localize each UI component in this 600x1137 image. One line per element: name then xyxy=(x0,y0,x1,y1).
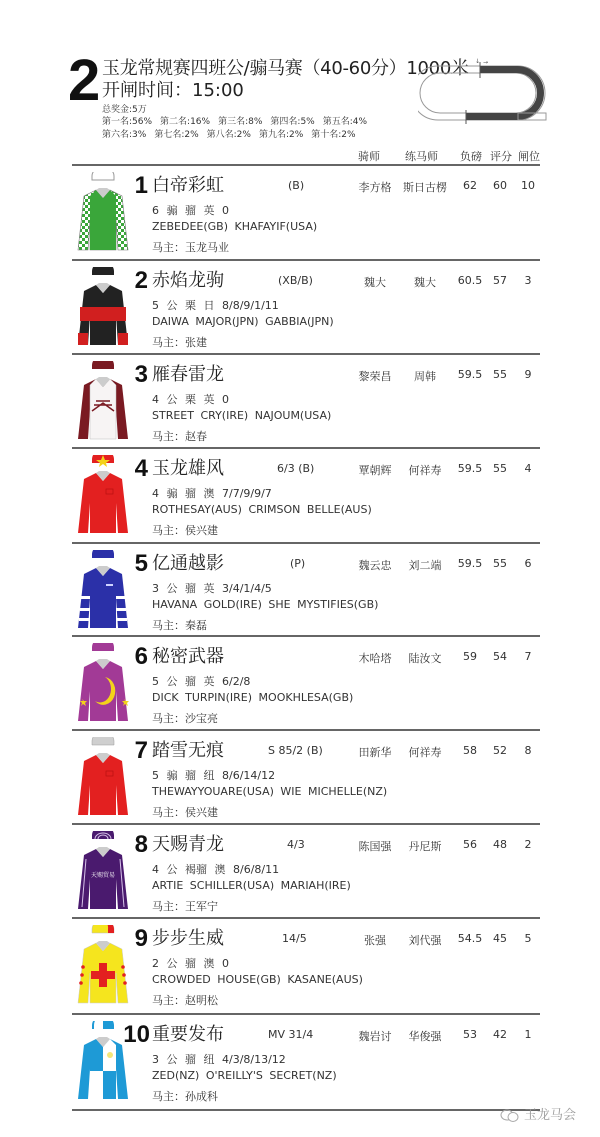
prize-distribution-row-2 xyxy=(102,129,364,141)
weight: 56 xyxy=(463,838,477,851)
dam: KASANE(AUS) xyxy=(287,973,363,986)
weight: 59 xyxy=(463,650,477,663)
owner: 马主：玉龙马业 xyxy=(152,241,229,254)
weight: 59.5 xyxy=(457,368,483,381)
rating: 60 xyxy=(493,179,507,192)
rating: 55 xyxy=(493,557,507,570)
svg-text:↓: ↓ xyxy=(475,58,481,65)
owner: 马主：张建 xyxy=(152,336,207,349)
entry-row[interactable] xyxy=(0,166,600,261)
horse-name[interactable]: 重要发布 xyxy=(152,1024,224,1045)
race-number: 2 xyxy=(68,48,101,113)
horse-number: 3 xyxy=(134,361,148,388)
weight: 59.5 xyxy=(457,462,483,475)
horse-info: 5 公 骝 英 6/2/8 xyxy=(152,675,251,688)
trainer[interactable]: 何祥寿 xyxy=(408,464,442,477)
column-headers xyxy=(0,148,600,164)
watermark xyxy=(500,1104,576,1123)
owner: 马主：赵春 xyxy=(152,430,207,443)
weight: 58 xyxy=(463,744,477,757)
entry-row[interactable] xyxy=(0,919,600,1014)
owner: 马主：王军宁 xyxy=(152,900,218,913)
pedigree xyxy=(152,598,378,611)
horse-name[interactable]: 玉龙雄风 xyxy=(152,458,224,479)
svg-text:天赐贸易: 天赐贸易 xyxy=(90,872,116,879)
gear: (P) xyxy=(290,557,306,570)
col-rating: 评分 xyxy=(490,150,512,163)
entry-row[interactable] xyxy=(0,355,600,450)
dam: WIE MICHELLE(NZ) xyxy=(280,785,388,798)
dam: GABBIA(JPN) xyxy=(265,315,334,328)
horse-info: 4 公 栗 英 0 xyxy=(152,393,229,406)
pedigree xyxy=(152,220,317,233)
trainer[interactable]: 华俊强 xyxy=(408,1030,442,1043)
prize-5: 第五名:4% xyxy=(322,117,368,127)
sire: HAVANA GOLD(IRE) xyxy=(152,598,262,611)
race-header xyxy=(0,0,600,170)
prize-7: 第七名:2% xyxy=(154,130,199,140)
entry-row[interactable] xyxy=(0,449,600,544)
jockey[interactable]: 陈国强 xyxy=(358,840,392,853)
jockey[interactable]: 覃朝辉 xyxy=(358,464,392,477)
entry-row[interactable] xyxy=(0,1015,600,1110)
wechat-icon xyxy=(500,1109,520,1123)
trainer[interactable]: 刘二端 xyxy=(408,559,442,572)
horse-name[interactable]: 赤焰龙驹 xyxy=(152,270,224,291)
draw: 2 xyxy=(524,838,532,851)
horse-info: 4 公 褐骝 澳 8/6/8/11 xyxy=(152,863,280,876)
racetrack-diagram-icon xyxy=(418,58,550,128)
gear: MV 31/4 xyxy=(268,1028,314,1041)
dam: SHE MYSTIFIES(GB) xyxy=(268,598,379,611)
gear: 14/5 xyxy=(282,932,307,945)
horse-number: 10 xyxy=(123,1021,150,1048)
jockey[interactable]: 张强 xyxy=(364,934,386,947)
weight: 60.5 xyxy=(457,274,483,287)
watermark-text: 玉龙马会 xyxy=(524,1108,577,1123)
horse-name[interactable]: 踏雪无痕 xyxy=(152,740,224,761)
rating: 55 xyxy=(493,462,507,475)
draw: 3 xyxy=(524,274,532,287)
prize-10: 第十名:2% xyxy=(311,130,356,140)
draw: 1 xyxy=(524,1028,532,1041)
gear: 4/3 xyxy=(287,838,305,851)
horse-info: 4 骟 骝 澳 7/7/9/9/7 xyxy=(152,487,272,500)
jockey[interactable]: 田新华 xyxy=(358,746,392,759)
trainer[interactable]: 刘代强 xyxy=(408,934,442,947)
prize-4: 第四名:5% xyxy=(270,117,315,127)
horse-info: 3 公 骝 纽 4/3/8/13/12 xyxy=(152,1053,286,1066)
sire: THEWAYYOUARE(USA) xyxy=(152,785,274,798)
jockey[interactable]: 魏大 xyxy=(364,276,386,289)
weight: 62 xyxy=(463,179,477,192)
horse-name[interactable]: 步步生威 xyxy=(152,928,224,949)
rating: 54 xyxy=(493,650,507,663)
rating: 42 xyxy=(493,1028,507,1041)
prize-distribution-row-1 xyxy=(102,116,375,128)
horse-name[interactable]: 天赐青龙 xyxy=(152,834,224,855)
draw: 5 xyxy=(524,932,532,945)
horse-info: 6 骟 骝 英 0 xyxy=(152,204,229,217)
pedigree xyxy=(152,973,363,986)
prize-1: 第一名:56% xyxy=(102,117,153,127)
col-trainer: 练马师 xyxy=(405,150,438,163)
entry-row[interactable] xyxy=(0,544,600,639)
horse-number: 1 xyxy=(134,172,148,199)
col-draw: 闸位 xyxy=(518,150,540,163)
weight: 53 xyxy=(463,1028,477,1041)
trainer[interactable]: 丹尼斯 xyxy=(408,840,442,853)
dam: MOOKHLESA(GB) xyxy=(258,691,354,704)
rating: 52 xyxy=(493,744,507,757)
pedigree xyxy=(152,503,372,516)
sire: ZEBEDEE(GB) xyxy=(152,220,229,233)
prize-3: 第三名:8% xyxy=(218,117,263,127)
horse-name[interactable]: 亿通越影 xyxy=(152,553,224,574)
sire: DICK TURPIN(IRE) xyxy=(152,691,253,704)
draw: 7 xyxy=(524,650,532,663)
svg-text:→: → xyxy=(483,59,489,66)
rating: 57 xyxy=(493,274,507,287)
horse-info: 3 公 骝 英 3/4/1/4/5 xyxy=(152,582,272,595)
owner: 马主：侯兴建 xyxy=(152,524,218,537)
horse-number: 2 xyxy=(134,267,148,294)
horse-name[interactable]: 白帝彩虹 xyxy=(152,175,224,196)
jockey[interactable]: 木哈塔 xyxy=(358,652,392,665)
draw: 6 xyxy=(524,557,532,570)
pedigree xyxy=(152,785,387,798)
entry-row[interactable] xyxy=(0,261,600,356)
dam: KHAFAYIF(USA) xyxy=(234,220,318,233)
sire: CROWDED HOUSE(GB) xyxy=(152,973,281,986)
horse-number: 9 xyxy=(134,925,148,952)
race-title: 玉龙常规赛四班公/骟马赛（40-60分）1000米 xyxy=(102,58,469,79)
rating: 48 xyxy=(493,838,507,851)
horse-number: 6 xyxy=(134,643,148,670)
owner: 马主：孙成科 xyxy=(152,1090,218,1103)
draw: 8 xyxy=(524,744,532,757)
draw: 9 xyxy=(524,368,532,381)
horse-number: 5 xyxy=(134,550,148,577)
trainer[interactable]: 斯日古楞 xyxy=(403,181,447,194)
trainer[interactable]: 何祥寿 xyxy=(408,746,442,759)
sire: ROTHESAY(AUS) xyxy=(152,503,242,516)
pedigree xyxy=(152,409,331,422)
horse-name[interactable]: 秘密武器 xyxy=(152,646,224,667)
dam: MARIAH(IRE) xyxy=(280,879,351,892)
total-purse: 总奖金:5万 xyxy=(102,105,147,115)
sire: ZED(NZ) xyxy=(152,1069,200,1082)
sire: ARTIE SCHILLER(USA) xyxy=(152,879,275,892)
col-jockey: 骑师 xyxy=(358,150,380,163)
trainer[interactable]: 魏大 xyxy=(414,276,436,289)
prize-2: 第二名:16% xyxy=(160,117,211,127)
jockey[interactable]: 李方格 xyxy=(358,181,392,194)
gear: 6/3 (B) xyxy=(277,462,315,475)
jockey[interactable]: 魏云忠 xyxy=(358,559,392,572)
horse-number: 7 xyxy=(134,737,148,764)
weight: 59.5 xyxy=(457,557,483,570)
gear: (B) xyxy=(288,179,305,192)
rating: 45 xyxy=(493,932,507,945)
entry-row[interactable] xyxy=(0,731,600,826)
pedigree xyxy=(152,1069,337,1082)
horse-number: 8 xyxy=(134,831,148,858)
race-start-time: 开闸时间：15:00 xyxy=(102,80,244,101)
pedigree xyxy=(152,315,334,328)
draw: 10 xyxy=(521,179,535,192)
sire: DAIWA MAJOR(JPN) xyxy=(152,315,259,328)
horse-info: 2 公 骝 澳 0 xyxy=(152,957,229,970)
trainer[interactable]: 陆汝文 xyxy=(408,652,442,665)
divider xyxy=(72,1109,540,1111)
horse-number: 4 xyxy=(134,455,148,482)
horse-name[interactable]: 雁春雷龙 xyxy=(152,364,224,385)
pedigree xyxy=(152,691,353,704)
dam: NAJOUM(USA) xyxy=(254,409,332,422)
horse-info: 5 骟 骝 纽 8/6/14/12 xyxy=(152,769,276,782)
horse-info: 5 公 栗 日 8/8/9/1/11 xyxy=(152,299,279,312)
rating: 55 xyxy=(493,368,507,381)
prize-9: 第九名:2% xyxy=(258,130,304,140)
jockey[interactable]: 黎荣昌 xyxy=(358,370,392,383)
dam: O'REILLY'S SECRET(NZ) xyxy=(205,1069,337,1082)
col-weight: 负磅 xyxy=(460,150,482,163)
owner: 马主：沙宝亮 xyxy=(152,712,218,725)
prize-8: 第八名:2% xyxy=(206,130,251,140)
gear: (XB/B) xyxy=(278,274,313,287)
jockey[interactable]: 魏岩讨 xyxy=(358,1030,392,1043)
owner: 马主：秦磊 xyxy=(152,619,207,632)
pedigree xyxy=(152,879,351,892)
owner: 马主：侯兴建 xyxy=(152,806,218,819)
gear: S 85/2 (B) xyxy=(268,744,323,757)
sire: STREET CRY(IRE) xyxy=(152,409,249,422)
trainer[interactable]: 周韩 xyxy=(414,370,436,383)
entry-row[interactable] xyxy=(0,825,600,920)
weight: 54.5 xyxy=(457,932,483,945)
entry-row[interactable] xyxy=(0,637,600,732)
owner: 马主：赵明松 xyxy=(152,994,218,1007)
draw: 4 xyxy=(524,462,532,475)
prize-6: 第六名:3% xyxy=(102,130,147,140)
dam: CRIMSON BELLE(AUS) xyxy=(248,503,372,516)
